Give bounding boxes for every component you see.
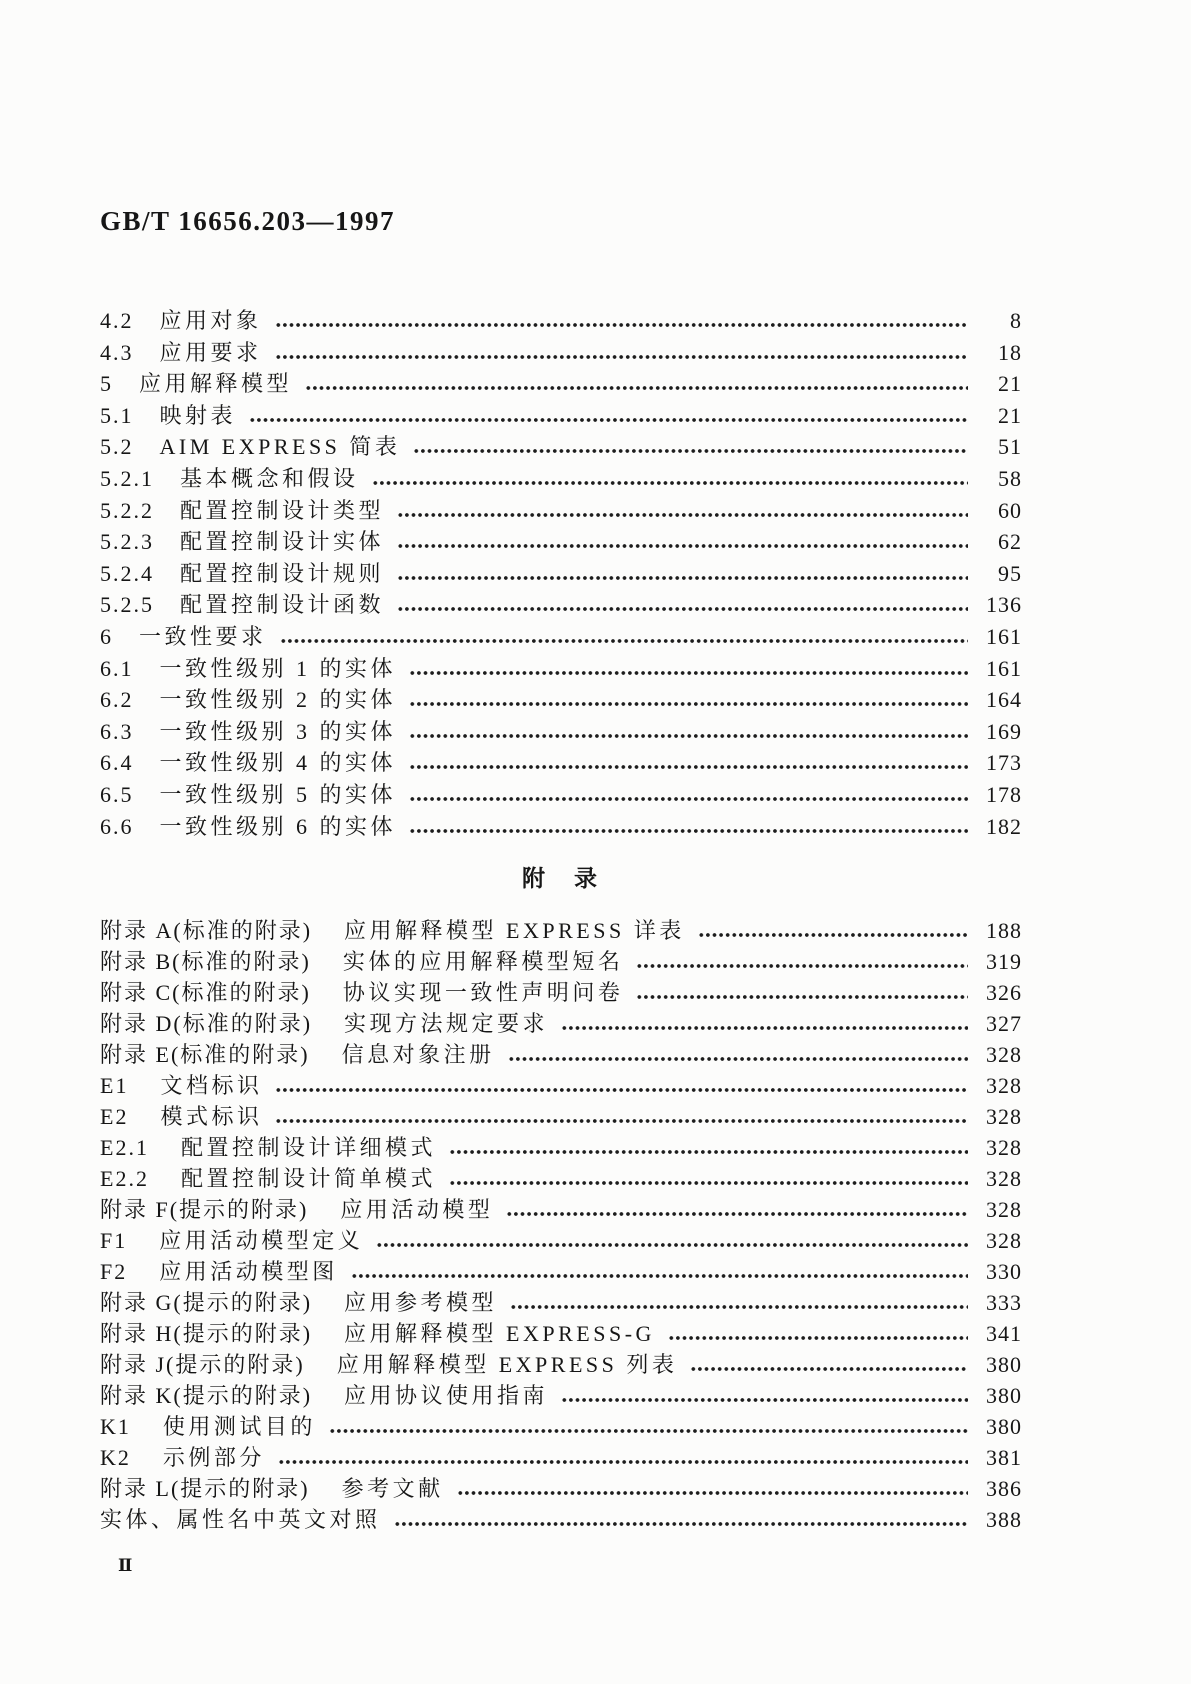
- dot-leader: [330, 1428, 968, 1434]
- toc-entry: [100, 1473, 1022, 1504]
- toc-entry: [100, 1008, 1022, 1039]
- dot-leader: [450, 1180, 968, 1186]
- toc-entry-number: 附录 F(提示的附录): [100, 1197, 309, 1222]
- toc-entry: [100, 946, 1022, 977]
- toc-entry-title: 示例部分: [162, 1445, 265, 1470]
- dot-leader: [410, 828, 968, 834]
- toc-entry-number: E2: [100, 1104, 129, 1129]
- dot-leader: [281, 638, 968, 644]
- toc-entry-number: 附录 H(提示的附录): [100, 1321, 313, 1346]
- toc-entry-page: 380: [986, 1352, 1022, 1377]
- toc-entry: [100, 1194, 1022, 1225]
- toc-entry-title: 应用活动模型定义: [159, 1228, 364, 1253]
- toc-entry-page: 161: [986, 623, 1022, 649]
- toc-entry: [100, 305, 1022, 337]
- toc-entry-page: 327: [986, 1011, 1022, 1036]
- dot-leader: [669, 1335, 968, 1341]
- toc-entry: [100, 337, 1022, 369]
- toc-entry: [100, 1349, 1022, 1380]
- toc-entry-number: 6.5: [100, 781, 134, 807]
- toc-entry: [100, 1287, 1022, 1318]
- dot-leader: [691, 1366, 968, 1372]
- toc-entry-number: 附录 C(标准的附录): [100, 980, 311, 1005]
- toc-entry-title: 应用解释模型 EXPRESS-G: [344, 1321, 655, 1346]
- toc-entry-number: 4.2: [100, 308, 134, 333]
- toc-entry-number: 附录 A(标准的附录): [100, 918, 313, 943]
- toc-entry: [100, 747, 1022, 779]
- toc-entry-page: 328: [986, 1197, 1022, 1222]
- toc-entry-page: 18: [998, 339, 1022, 365]
- toc-entry-title: 映射表: [159, 402, 237, 428]
- toc-entry-page: 328: [986, 1104, 1022, 1129]
- toc-entry: [100, 811, 1022, 843]
- dot-leader: [410, 764, 968, 770]
- toc-entry: [100, 1070, 1022, 1101]
- toc-entry-title: 基本概念和假设: [180, 465, 359, 491]
- dot-leader: [410, 670, 968, 676]
- dot-leader: [410, 796, 968, 802]
- toc-entry-title: 配置控制设计类型: [180, 497, 385, 523]
- toc-entry-number: F1: [100, 1228, 128, 1253]
- toc-entry: [100, 1442, 1022, 1473]
- toc-entry-number: 5.2.5: [100, 592, 154, 618]
- toc-main-section: [100, 305, 1022, 842]
- dot-leader: [373, 480, 968, 486]
- toc-entry-number: 5.2.3: [100, 529, 154, 555]
- toc-entry: [100, 1225, 1022, 1256]
- toc-entry: [100, 463, 1022, 495]
- toc-entry-title: 模式标识: [160, 1104, 263, 1129]
- toc-entry: [100, 1132, 1022, 1163]
- toc-entry-title: 信息对象注册: [341, 1042, 495, 1067]
- toc-entry-page: 60: [998, 497, 1022, 523]
- toc-entry: [100, 368, 1022, 400]
- toc-entry-title: 一致性级别 5 的实体: [159, 781, 397, 807]
- toc-appendix-section: [100, 915, 1022, 1535]
- toc-entry-page: 178: [986, 781, 1022, 807]
- toc-entry: [100, 1504, 1022, 1535]
- toc-entry-page: 341: [986, 1321, 1022, 1346]
- toc-entry-title: 应用解释模型 EXPRESS 列表: [336, 1352, 678, 1377]
- dot-leader: [279, 1459, 968, 1465]
- toc-entry-title: 应用参考模型: [344, 1290, 498, 1315]
- appendix-heading: 附 录: [522, 866, 600, 891]
- toc-entry: [100, 526, 1022, 558]
- toc-entry-page: 58: [998, 465, 1022, 491]
- toc-entry-page: 173: [986, 750, 1022, 776]
- toc-entry-title: 一致性级别 3 的实体: [159, 718, 397, 744]
- dot-leader: [507, 1211, 968, 1217]
- toc-entry: [100, 1380, 1022, 1411]
- toc-entry: [100, 1039, 1022, 1070]
- toc-entry-title: 应用解释模型 EXPRESS 详表: [344, 918, 685, 943]
- toc-entry-page: 330: [986, 1259, 1022, 1284]
- toc-entry-page: 328: [986, 1042, 1022, 1067]
- toc-entry-page: 328: [986, 1228, 1022, 1253]
- toc-entry-number: 6: [100, 623, 113, 649]
- dot-leader: [458, 1490, 968, 1496]
- toc-entry-page: 326: [986, 980, 1022, 1005]
- toc-entry-page: 169: [986, 718, 1022, 744]
- toc-entry-title: 应用活动模型: [340, 1197, 494, 1222]
- toc-entry-title: 一致性级别 4 的实体: [159, 750, 397, 776]
- toc-entry-number: 4.3: [100, 339, 134, 365]
- toc-entry-page: 161: [986, 655, 1022, 681]
- toc-entry-page: 136: [986, 592, 1022, 618]
- toc-entry-page: 381: [986, 1445, 1022, 1470]
- toc-entry: [100, 1256, 1022, 1287]
- toc-entry-title: 一致性级别 6 的实体: [159, 813, 397, 839]
- toc-entry-title: AIM EXPRESS 简表: [159, 434, 401, 460]
- toc-entry-number: 5.2.2: [100, 497, 154, 523]
- toc-entry-page: 328: [986, 1135, 1022, 1160]
- dot-leader: [562, 1025, 968, 1031]
- dot-leader: [352, 1273, 968, 1279]
- dot-leader: [276, 322, 968, 328]
- toc-entry-number: K1: [100, 1414, 131, 1439]
- toc-entry-number: 附录 G(提示的附录): [100, 1290, 313, 1315]
- toc-entry: [100, 400, 1022, 432]
- dot-leader: [250, 417, 968, 423]
- dot-leader: [699, 932, 968, 938]
- toc-entry-title: 配置控制设计详细模式: [180, 1135, 436, 1160]
- toc-entry: [100, 558, 1022, 590]
- toc-entry-page: 386: [986, 1476, 1022, 1501]
- toc-entry-title: 配置控制设计实体: [180, 529, 385, 555]
- toc-entry-number: E2.2: [100, 1166, 149, 1191]
- dot-leader: [395, 1521, 968, 1527]
- toc-entry-title: 实体的应用解释模型短名: [342, 949, 624, 974]
- toc-entry: [100, 1163, 1022, 1194]
- toc-entry-page: 319: [986, 949, 1022, 974]
- toc-entry-page: 380: [986, 1383, 1022, 1408]
- toc-entry: [100, 495, 1022, 527]
- toc-entry-page: 8: [1010, 308, 1022, 333]
- toc-entry-number: 附录 E(标准的附录): [100, 1042, 310, 1067]
- toc-entry-number: 附录 K(提示的附录): [100, 1383, 313, 1408]
- toc-entry-number: 附录 B(标准的附录): [100, 949, 311, 974]
- toc-entry-title: 应用活动模型图: [159, 1259, 338, 1284]
- toc-entry-number: F2: [100, 1259, 128, 1284]
- toc-entry-number: 附录 J(提示的附录): [100, 1352, 305, 1377]
- toc-entry: [100, 1101, 1022, 1132]
- toc-entry-title: 一致性级别 1 的实体: [159, 655, 397, 681]
- toc-entry-number: 5.1: [100, 402, 134, 428]
- toc-entry-title: 一致性要求: [139, 623, 267, 649]
- toc-entry: [100, 621, 1022, 653]
- dot-leader: [511, 1304, 968, 1310]
- toc-entry-page: 333: [986, 1290, 1022, 1315]
- toc-entry-number: 5: [100, 371, 113, 397]
- toc-entry-page: 51: [998, 434, 1022, 460]
- toc-entry: [100, 589, 1022, 621]
- toc-entry-title: 实现方法规定要求: [344, 1011, 549, 1036]
- toc-entry-number: 5.2.1: [100, 465, 154, 491]
- dot-leader: [414, 448, 968, 454]
- toc-entry-page: 62: [998, 529, 1022, 555]
- dot-leader: [377, 1242, 968, 1248]
- toc-entry-page: 21: [998, 402, 1022, 428]
- dot-leader: [398, 606, 968, 612]
- dot-leader: [398, 575, 968, 581]
- toc-entry-title: 配置控制设计函数: [180, 592, 385, 618]
- toc-entry-number: 6.3: [100, 718, 134, 744]
- toc-entry-number: 6.1: [100, 655, 134, 681]
- toc-entry-title: 应用解释模型: [139, 371, 293, 397]
- toc-entry: [100, 1411, 1022, 1442]
- toc-entry-title: 应用要求: [159, 339, 262, 365]
- dot-leader: [398, 543, 968, 549]
- toc-entry-title: 使用测试目的: [162, 1414, 316, 1439]
- toc-entry: [100, 653, 1022, 685]
- toc-entry-page: 164: [986, 687, 1022, 713]
- toc-entry-title: 文档标识: [160, 1073, 263, 1098]
- dot-leader: [276, 1087, 968, 1093]
- toc-entry-title: 协议实现一致性声明问卷: [342, 980, 624, 1005]
- toc-entry-number: E1: [100, 1073, 129, 1098]
- dot-leader: [450, 1149, 968, 1155]
- toc-entry-number: 6.6: [100, 813, 134, 839]
- toc-entry-title: 应用协议使用指南: [344, 1383, 549, 1408]
- dot-leader: [410, 733, 968, 739]
- toc-entry: [100, 716, 1022, 748]
- toc-entry-title: 一致性级别 2 的实体: [159, 687, 397, 713]
- toc-entry-title: 配置控制设计规则: [180, 560, 385, 586]
- toc-entry-page: 182: [986, 813, 1022, 839]
- standard-number-header: GB/T 16656.203—1997: [100, 206, 396, 236]
- toc-entry-title: 实体、属性名中英文对照: [100, 1507, 381, 1532]
- toc-entry-number: 6.4: [100, 750, 134, 776]
- toc-entry-number: 6.2: [100, 687, 134, 713]
- dot-leader: [509, 1056, 968, 1062]
- dot-leader: [306, 385, 968, 391]
- toc-entry-number: E2.1: [100, 1135, 149, 1160]
- toc-entry-page: 328: [986, 1166, 1022, 1191]
- toc-entry-number: 5.2.4: [100, 560, 154, 586]
- dot-leader: [637, 994, 968, 1000]
- toc-entry-number: 附录 L(提示的附录): [100, 1476, 310, 1501]
- dot-leader: [562, 1397, 968, 1403]
- toc-entry-title: 应用对象: [159, 308, 262, 333]
- toc-entry-page: 388: [986, 1507, 1022, 1532]
- page-number-footer: Ⅱ: [118, 1556, 133, 1575]
- toc-entry-number: 5.2: [100, 434, 134, 460]
- toc-entry-title: 配置控制设计简单模式: [180, 1166, 436, 1191]
- toc-entry-page: 188: [986, 918, 1022, 943]
- dot-leader: [398, 512, 968, 518]
- toc-entry-title: 参考文献: [341, 1476, 444, 1501]
- toc-entry: [100, 779, 1022, 811]
- dot-leader: [637, 963, 968, 969]
- dot-leader: [276, 1118, 968, 1124]
- toc-entry-number: 附录 D(标准的附录): [100, 1011, 313, 1036]
- toc-entry: [100, 977, 1022, 1008]
- toc-entry-page: 21: [998, 371, 1022, 397]
- toc-entry-page: 328: [986, 1073, 1022, 1098]
- dot-leader: [410, 701, 968, 707]
- toc-entry: [100, 1318, 1022, 1349]
- toc-entry: [100, 431, 1022, 463]
- toc-entry-page: 95: [998, 560, 1022, 586]
- toc-entry: [100, 684, 1022, 716]
- toc-entry-number: K2: [100, 1445, 131, 1470]
- toc-entry: [100, 915, 1022, 946]
- toc-entry-page: 380: [986, 1414, 1022, 1439]
- dot-leader: [276, 354, 968, 360]
